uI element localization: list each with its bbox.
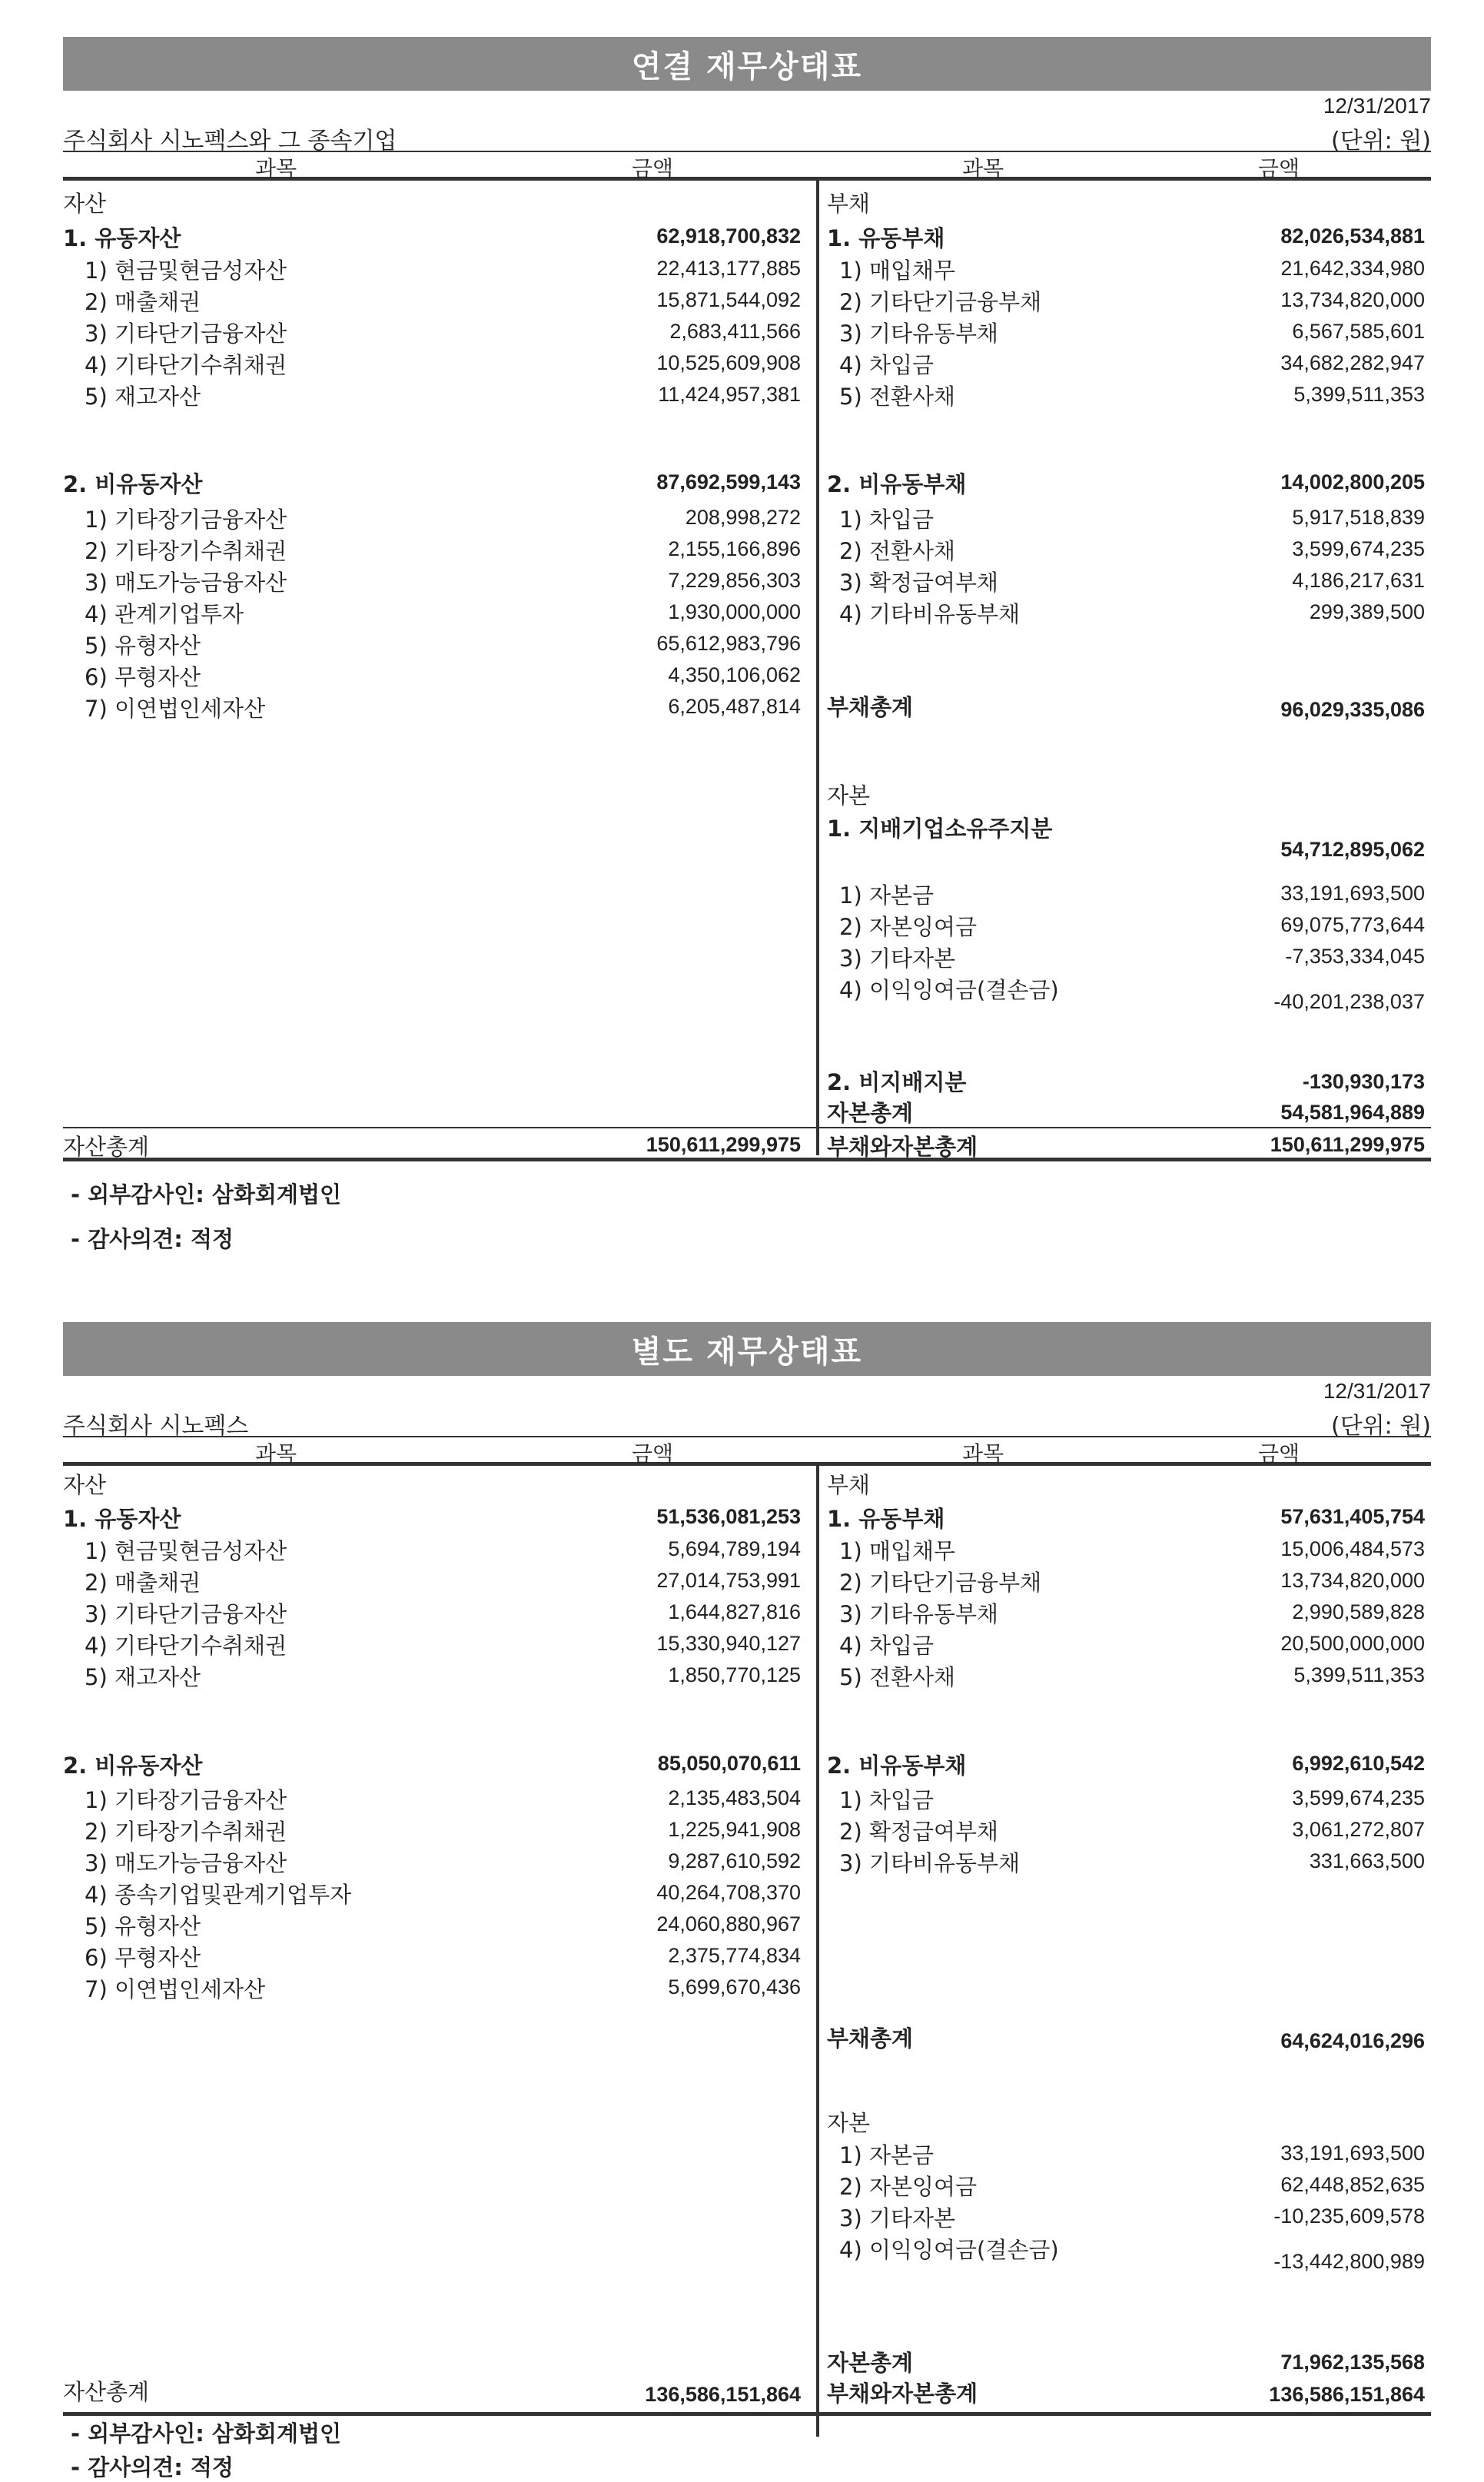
list-item-amount: 1,930,000,000	[668, 600, 801, 623]
list-item: 7) 이연법인세자산	[85, 696, 266, 722]
list-item: 2) 기타장기수취채권	[85, 538, 287, 564]
list-item-amount: 24,060,880,967	[656, 1912, 801, 1935]
list-item-amount: 69,075,773,644	[1280, 913, 1425, 936]
list-item: 4) 기타단기수취채권	[85, 352, 287, 378]
totals-top-rule	[63, 1127, 1431, 1128]
noncurrent-assets-amount: 87,692,599,143	[656, 470, 801, 493]
list-item-amount: 22,413,177,885	[656, 257, 801, 280]
center-divider	[816, 1464, 819, 2437]
list-item: 5) 재고자산	[85, 384, 201, 410]
col-subject-right: 과목	[962, 1441, 1004, 1467]
list-item: 4) 기타비유동부채	[839, 601, 1021, 627]
current-liabilities-amount: 57,631,405,754	[1280, 1505, 1425, 1528]
list-item-amount: 5,399,511,353	[1293, 383, 1425, 406]
list-item: 3) 기타단기금융자산	[85, 1601, 287, 1627]
auditor-note: - 외부감사인: 삼화회계법인	[71, 2421, 341, 2447]
list-item: 4) 차입금	[839, 352, 935, 378]
list-item: 2) 기타단기금융부채	[839, 1570, 1042, 1596]
list-item-amount: 2,683,411,566	[669, 320, 801, 343]
total-liabilities-amount: 64,624,016,296	[1280, 2029, 1425, 2052]
list-item: 5) 유형자산	[85, 1913, 201, 1939]
noncurrent-liabilities-label: 2. 비유동부채	[827, 1753, 967, 1779]
assets-header: 자산	[63, 191, 107, 217]
list-item-amount: 2,155,166,896	[668, 537, 801, 560]
list-item-amount: 208,998,272	[685, 506, 801, 529]
company-name: 주식회사 시노펙스	[63, 1413, 249, 1440]
list-item-amount: 5,399,511,353	[1293, 1663, 1425, 1686]
consolidated-title: 연결 재무상태표	[63, 37, 1431, 91]
list-item-amount: -10,235,609,578	[1273, 2205, 1425, 2228]
list-item: 1) 매입채무	[839, 1538, 956, 1564]
current-assets-label: 1. 유동자산	[63, 1506, 181, 1532]
list-item: 3) 매도가능금융자산	[85, 570, 287, 596]
total-assets-label: 자산총계	[63, 2379, 150, 2405]
list-item: 2) 매출채권	[85, 289, 201, 315]
total-liabilities-label: 부채총계	[827, 694, 914, 720]
current-liabilities-amount: 82,026,534,881	[1280, 224, 1425, 248]
current-assets-amount: 51,536,081,253	[656, 1505, 801, 1528]
list-item: 3) 기타자본	[839, 945, 956, 972]
total-assets-amount: 150,611,299,975	[646, 1133, 801, 1156]
list-item-amount: 27,014,753,991	[656, 1569, 801, 1592]
totals-bottom-rule	[63, 2412, 1431, 2416]
list-item: 1) 자본금	[839, 882, 935, 909]
list-item-amount: 4,186,217,631	[1292, 569, 1425, 592]
list-item-amount: 20,500,000,000	[1280, 1632, 1425, 1655]
opinion-note: - 감사의견: 적정	[71, 1226, 234, 1252]
total-liab-equity-amount: 150,611,299,975	[1270, 1133, 1425, 1156]
list-item-amount: 15,330,940,127	[656, 1632, 801, 1655]
list-item: 2) 기타단기금융부채	[839, 289, 1042, 315]
list-item-amount: 13,734,820,000	[1280, 288, 1425, 311]
opinion-note: - 감사의견: 적정	[71, 2454, 234, 2480]
parent-equity-label: 1. 지배기업소유주지분	[827, 816, 1053, 842]
list-item: 1) 기타장기금융자산	[85, 1787, 287, 1813]
list-item-amount: 5,699,670,436	[668, 1975, 801, 1999]
list-item: 3) 기타자본	[839, 2205, 956, 2231]
noncurrent-liabilities-amount: 6,992,610,542	[1292, 1752, 1425, 1775]
total-liab-equity-label: 부채와자본총계	[827, 1134, 978, 1160]
total-assets-label: 자산총계	[63, 1134, 150, 1160]
equity-header: 자본	[827, 2110, 871, 2136]
list-item: 4) 종속기업및관계기업투자	[85, 1882, 352, 1908]
list-item-amount: 299,389,500	[1309, 600, 1425, 623]
list-item: 3) 기타유동부채	[839, 321, 999, 347]
list-item-amount: -13,442,800,989	[1273, 2250, 1425, 2273]
equity-header: 자본	[827, 782, 871, 809]
list-item-amount: 2,375,774,834	[668, 1944, 801, 1967]
current-assets-amount: 62,918,700,832	[656, 224, 801, 248]
list-item-amount: 1,644,827,816	[668, 1600, 801, 1623]
list-item-amount: 65,612,983,796	[656, 632, 801, 655]
list-item: 5) 전환사채	[839, 384, 956, 410]
list-item-amount: -40,201,238,037	[1273, 990, 1425, 1013]
noncurrent-liabilities-label: 2. 비유동부채	[827, 471, 967, 497]
list-item-amount: 33,191,693,500	[1280, 882, 1425, 905]
list-item-amount: 4,350,106,062	[668, 663, 801, 686]
col-subject-left: 과목	[255, 1441, 297, 1467]
list-item: 3) 매도가능금융자산	[85, 1850, 287, 1876]
col-amount-left: 금액	[632, 156, 674, 181]
list-item: 1) 현금및현금성자산	[85, 1538, 287, 1564]
list-item: 2) 확정급여부채	[839, 1819, 999, 1845]
col-subject-right: 과목	[962, 156, 1004, 181]
list-item: 4) 차입금	[839, 1633, 935, 1659]
list-item-amount: 6,205,487,814	[668, 695, 801, 718]
noncurrent-assets-amount: 85,050,070,611	[657, 1752, 801, 1775]
list-item-amount: 3,061,272,807	[1292, 1818, 1425, 1841]
list-item: 3) 기타비유동부채	[839, 1850, 1021, 1876]
list-item: 4) 이익잉여금(결손금)	[839, 977, 1059, 1003]
noncurrent-liabilities-amount: 14,002,800,205	[1280, 470, 1425, 493]
list-item-amount: 6,567,585,601	[1292, 320, 1425, 343]
list-item: 1) 매입채무	[839, 258, 956, 284]
list-item: 3) 확정급여부채	[839, 570, 999, 596]
list-item: 3) 기타단기금융자산	[85, 321, 287, 347]
list-item: 2) 전환사채	[839, 538, 956, 564]
column-header	[63, 151, 1431, 181]
total-liab-equity-amount: 136,586,151,864	[1269, 2383, 1425, 2406]
liabilities-header: 부채	[827, 191, 871, 217]
list-item-amount: 13,734,820,000	[1280, 1569, 1425, 1592]
current-liabilities-label: 1. 유동부채	[827, 1506, 945, 1532]
center-divider	[816, 179, 819, 1155]
list-item-amount: 3,599,674,235	[1292, 537, 1425, 560]
list-item-amount: 34,682,282,947	[1280, 351, 1425, 374]
noncurrent-assets-label: 2. 비유동자산	[63, 1753, 203, 1779]
list-item-amount: -7,353,334,045	[1285, 945, 1425, 968]
list-item-amount: 5,694,789,194	[668, 1537, 801, 1560]
list-item-amount: 9,287,610,592	[668, 1849, 801, 1872]
list-item: 7) 이연법인세자산	[85, 1976, 266, 2002]
list-item-amount: 2,990,589,828	[1292, 1600, 1425, 1623]
liabilities-header: 부채	[827, 1472, 871, 1498]
list-item-amount: 15,006,484,573	[1280, 1537, 1425, 1560]
col-subject-left: 과목	[255, 156, 297, 181]
list-item-amount: 331,663,500	[1309, 1849, 1425, 1872]
auditor-note: - 외부감사인: 삼화회계법인	[71, 1181, 341, 1208]
list-item: 6) 무형자산	[85, 1945, 201, 1971]
totals-bottom-rule	[63, 1158, 1431, 1161]
list-item: 2) 자본잉여금	[839, 914, 978, 940]
total-assets-amount: 136,586,151,864	[645, 2383, 801, 2406]
current-assets-label: 1. 유동자산	[63, 225, 181, 251]
list-item: 6) 무형자산	[85, 664, 201, 690]
list-item: 4) 기타단기수취채권	[85, 1633, 287, 1659]
list-item: 2) 자본잉여금	[839, 2174, 978, 2200]
total-liab-equity-label: 부채와자본총계	[827, 2381, 978, 2407]
total-equity-amount: 54,581,964,889	[1280, 1101, 1425, 1124]
unit-label: (단위: 원)	[1331, 1413, 1431, 1440]
list-item-amount: 11,424,957,381	[658, 383, 801, 406]
list-item-amount: 40,264,708,370	[656, 1881, 801, 1904]
list-item-amount: 3,599,674,235	[1292, 1786, 1425, 1809]
list-item-amount: 33,191,693,500	[1280, 2141, 1425, 2165]
list-item: 1) 기타장기금융자산	[85, 507, 287, 533]
list-item-amount: 2,135,483,504	[668, 1786, 801, 1809]
list-item: 1) 현금및현금성자산	[85, 258, 287, 284]
list-item: 1) 차입금	[839, 507, 935, 533]
report-date: 12/31/2017	[1323, 94, 1431, 118]
separate-title: 별도 재무상태표	[63, 1322, 1431, 1376]
list-item: 1) 자본금	[839, 2142, 935, 2168]
list-item: 5) 재고자산	[85, 1664, 201, 1690]
total-equity-label: 자본총계	[827, 1100, 914, 1126]
list-item-amount: 21,642,334,980	[1280, 257, 1425, 280]
list-item: 5) 전환사채	[839, 1664, 956, 1690]
list-item-amount: 15,871,544,092	[656, 288, 801, 311]
total-equity-amount: 71,962,135,568	[1280, 2351, 1425, 2374]
list-item-amount: 62,448,852,635	[1280, 2173, 1425, 2196]
list-item: 2) 매출채권	[85, 1570, 201, 1596]
company-name: 주식회사 시노펙스와 그 종속기업	[63, 128, 397, 155]
report-date: 12/31/2017	[1323, 1379, 1431, 1403]
total-liabilities-amount: 96,029,335,086	[1280, 698, 1425, 721]
total-equity-label: 자본총계	[827, 2350, 914, 2376]
nci-label: 2. 비지배지분	[827, 1069, 967, 1095]
nci-amount: -130,930,173	[1302, 1070, 1425, 1093]
col-amount-right: 금액	[1258, 1441, 1300, 1467]
list-item-amount: 7,229,856,303	[668, 569, 801, 592]
unit-label: (단위: 원)	[1331, 128, 1431, 155]
noncurrent-assets-label: 2. 비유동자산	[63, 471, 203, 497]
list-item-amount: 1,225,941,908	[668, 1818, 801, 1841]
list-item: 3) 기타유동부채	[839, 1601, 999, 1627]
col-amount-left: 금액	[632, 1441, 674, 1467]
list-item: 4) 관계기업투자	[85, 601, 244, 627]
list-item-amount: 5,917,518,839	[1292, 506, 1425, 529]
list-item: 4) 이익잉여금(결손금)	[839, 2237, 1059, 2263]
list-item: 2) 기타장기수취채권	[85, 1819, 287, 1845]
list-item-amount: 10,525,609,908	[656, 351, 801, 374]
list-item: 5) 유형자산	[85, 633, 201, 659]
column-header	[63, 1436, 1431, 1466]
col-amount-right: 금액	[1258, 156, 1300, 181]
assets-header: 자산	[63, 1472, 107, 1498]
current-liabilities-label: 1. 유동부채	[827, 225, 945, 251]
parent-equity-amount: 54,712,895,062	[1280, 838, 1425, 861]
list-item: 1) 차입금	[839, 1787, 935, 1813]
list-item-amount: 1,850,770,125	[668, 1663, 801, 1686]
total-liabilities-label: 부채총계	[827, 2025, 914, 2052]
